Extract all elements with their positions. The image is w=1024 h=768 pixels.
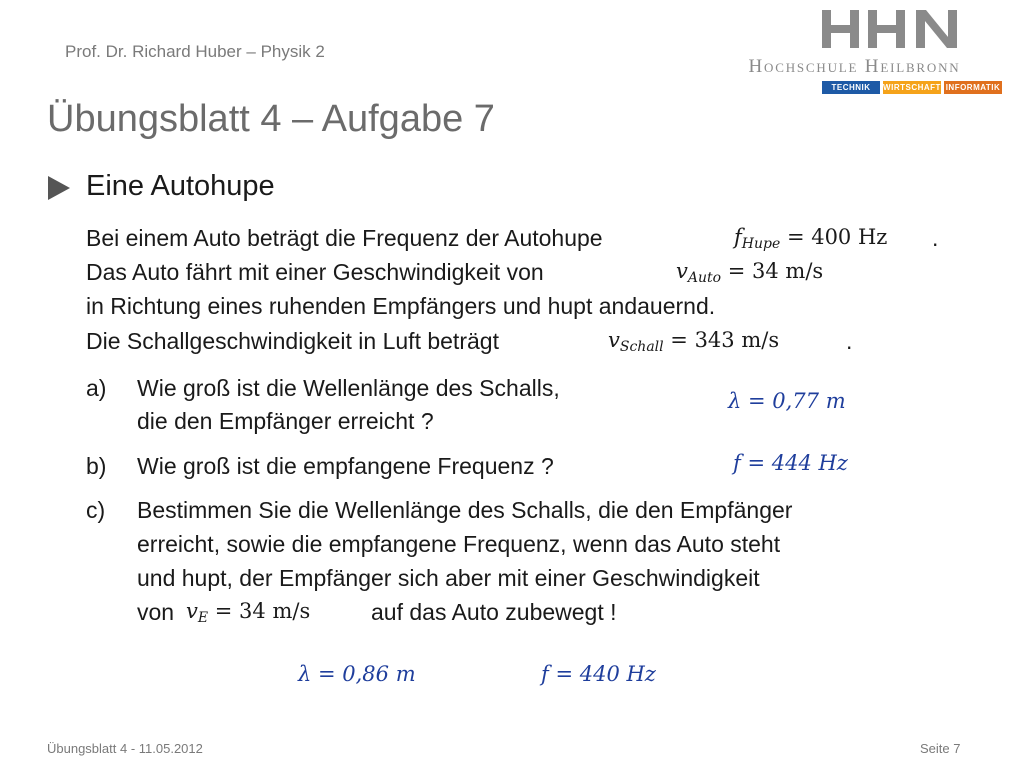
answer-a-wavelength: λ = 0,77 m (728, 389, 846, 413)
answer-b-frequency: f = 444 Hz (733, 451, 848, 475)
footer-page-number: Seite 7 (920, 741, 961, 756)
question-a-letter: a) (86, 375, 107, 401)
bullet-triangle-icon (48, 176, 70, 200)
paragraph-line-4: Die Schallgeschwindigkeit in Luft beträgt (86, 328, 499, 354)
paragraph-line-4-end: . (846, 328, 853, 354)
university-logo (744, 6, 1001, 96)
logo-faculty-bar (822, 81, 1002, 94)
question-c-line-1: Bestimmen Sie die Wellenlänge des Schalls, die den Empfänger (137, 497, 793, 523)
question-c-line-3: und hupt, der Empfänger sich aber mit einer Geschwindigkeit (137, 565, 760, 591)
question-c-line-4-post: auf das Auto zubewegt ! (371, 599, 617, 625)
paragraph-line-1 (86, 225, 603, 252)
paragraph-line-2: Das Auto fährt mit einer Geschwindigkeit von (86, 259, 544, 285)
paragraph-line-1-end: . (932, 225, 939, 251)
formula-f-hupe: $f_{Hupe} = 400$ Hz (734, 225, 888, 252)
section-heading: Eine Autohupe (86, 170, 275, 202)
formula-v-auto: $v_{Auto} = 34$ m/s (676, 259, 824, 286)
formula-v-schall: $v_{Schall} = 343$ m/s (608, 328, 780, 355)
question-c-line-2: erreicht, sowie die empfangene Frequenz, wenn das Auto steht (137, 531, 781, 557)
question-a-line-1: Wie groß ist die Wellenlänge des Schalls, (137, 375, 560, 401)
paragraph-line-1-text: Bei einem Auto beträgt die Frequenz der Autohupe (86, 225, 603, 251)
question-c-letter: c) (86, 497, 106, 523)
hhn-logo-icon (822, 10, 957, 50)
question-b-line-1: Wie groß ist die empfangene Frequenz ? (137, 453, 554, 479)
slide-title: Übungsblatt 4 – Aufgabe 7 (47, 98, 495, 140)
logo-wordmark: Hochschule Heilbronn (748, 56, 961, 77)
formula-v-e: $v_E = 34$ m/s (186, 599, 311, 626)
question-c-line-4-pre: von (137, 599, 175, 625)
header-author-course: Prof. Dr. Richard Huber – Physik 2 (65, 42, 325, 61)
paragraph-line-3: in Richtung eines ruhenden Empfängers und hupt andauernd. (86, 293, 716, 319)
question-a-line-2: die den Empfänger erreicht ? (137, 408, 434, 434)
question-b-letter: b) (86, 453, 107, 479)
logo-segment-informatik: INFORMATIK (945, 83, 1001, 92)
logo-segment-wirtschaft: WIRTSCHAFT (883, 83, 941, 92)
logo-segment-technik: TECHNIK (822, 81, 880, 94)
answer-c-frequency: f = 440 Hz (541, 662, 656, 686)
answer-c-wavelength: λ = 0,86 m (298, 662, 416, 686)
footer-sheet-date: Übungsblatt 4 - 11.05.2012 (47, 741, 203, 756)
